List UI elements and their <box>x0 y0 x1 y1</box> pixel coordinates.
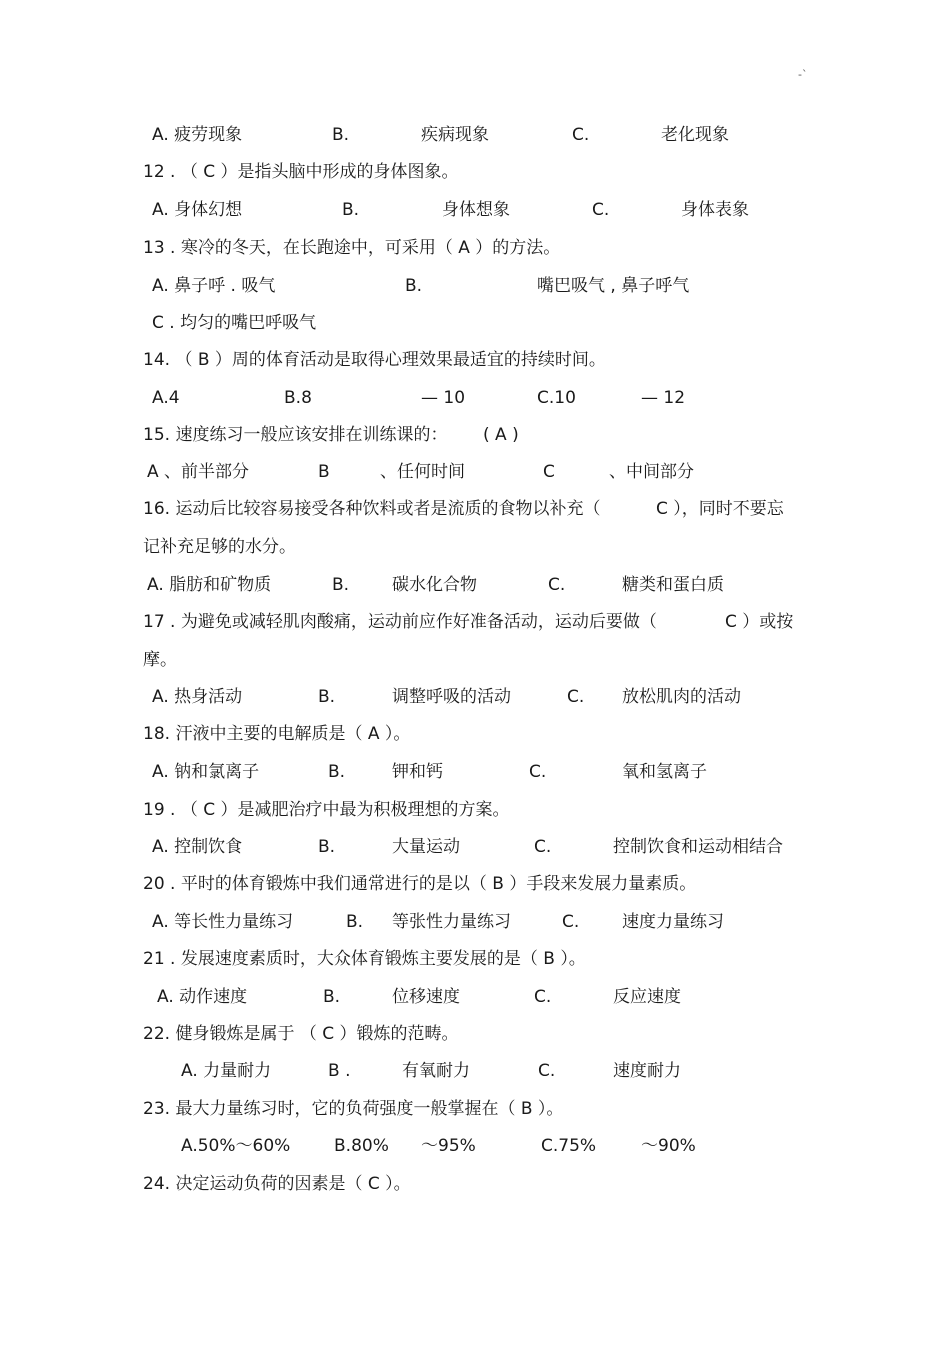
option-a: A.4 <box>152 388 180 408</box>
option-b-text: 位移速度 <box>392 987 460 1007</box>
option-a: A. 鼻子呼 . 吸气 <box>152 276 276 296</box>
option-c: C . 均匀的嘴巴呼吸气 <box>152 313 317 333</box>
option-c: C.75% <box>541 1136 597 1156</box>
option-a: A 、前半部分 <box>147 462 250 482</box>
option-b-text: 疾病现象 <box>421 125 489 145</box>
option-b-letter: B. <box>332 125 350 145</box>
question-text: 17 . 为避免或减轻肌肉酸痛，运动前应作好准备活动，运动后要做（ <box>143 612 657 632</box>
question-text: 15. 速度练习一般应该安排在训练课的： <box>143 425 448 445</box>
option-b-text: 嘴巴吸气 , 鼻子呼气 <box>537 276 690 296</box>
option-c-letter: C. <box>572 125 590 145</box>
option-c-range: — 12 <box>641 388 686 408</box>
option-c-text: 速度力量练习 <box>622 912 724 932</box>
option-b-letter: B. <box>332 575 350 595</box>
option-c-letter: C. <box>534 987 552 1007</box>
option-c-text: 、中间部分 <box>609 462 694 482</box>
option-c-text: 控制饮食和运动相结合 <box>613 837 783 857</box>
question-text-cont: C ），同时不要忘 <box>656 499 784 519</box>
option-b: B.8 <box>284 388 312 408</box>
question-text: 14. （ B ）周的体育活动是取得心理效果最适宜的持续时间。 <box>143 350 606 370</box>
option-c-text: 速度耐力 <box>613 1061 681 1081</box>
option-b-text: 调整呼吸的活动 <box>392 687 511 707</box>
question-text: 19 . （ C ）是减肥治疗中最为积极理想的方案。 <box>143 800 510 820</box>
option-c-letter: C. <box>592 200 610 220</box>
option-a: A. 控制饮食 <box>152 837 243 857</box>
option-b-letter: B <box>318 462 330 482</box>
option-c-letter: C. <box>562 912 580 932</box>
option-a: A. 等长性力量练习 <box>152 912 294 932</box>
option-c-letter: C. <box>567 687 585 707</box>
option-c-text: 糖类和蛋白质 <box>622 575 724 595</box>
option-c: C.10 <box>537 388 576 408</box>
option-b-letter: B . <box>328 1061 351 1081</box>
option-a: A. 身体幻想 <box>152 200 243 220</box>
option-b-range: — 10 <box>421 388 466 408</box>
option-c-text: 反应速度 <box>613 987 681 1007</box>
option-a: A. 动作速度 <box>157 987 248 1007</box>
option-b-text: 钾和钙 <box>392 762 443 782</box>
question-text: 18. 汗液中主要的电解质是（ A ）。 <box>143 724 411 744</box>
option-b: B.80% <box>334 1136 389 1156</box>
option-b-text: 碳水化合物 <box>392 575 477 595</box>
option-c-letter: C <box>543 462 555 482</box>
option-c-letter: C. <box>529 762 547 782</box>
question-text: 20 . 平时的体育锻炼中我们通常进行的是以（ B ）手段来发展力量素质。 <box>143 874 697 894</box>
option-c-text: 放松肌肉的活动 <box>622 687 741 707</box>
option-b-text: 等张性力量练习 <box>392 912 511 932</box>
question-text: 12 . （ C ）是指头脑中形成的身体图象。 <box>143 162 459 182</box>
option-b-letter: B. <box>405 276 423 296</box>
option-a: A. 热身活动 <box>152 687 243 707</box>
option-b-letter: B. <box>318 837 336 857</box>
option-b-letter: B. <box>318 687 336 707</box>
option-c-text: 老化现象 <box>661 125 729 145</box>
option-a: A.50%～60% <box>181 1136 291 1156</box>
question-text: 23. 最大力量练习时，它的负荷强度一般掌握在（ B ）。 <box>143 1099 564 1119</box>
option-b-text: 大量运动 <box>392 837 460 857</box>
question-text: 21 . 发展速度素质时，大众体育锻炼主要发展的是（ B ）。 <box>143 949 586 969</box>
question-text: 16. 运动后比较容易接受各种饮料或者是流质的食物以补充（ <box>143 499 601 519</box>
option-c-letter: C. <box>534 837 552 857</box>
question-text: 摩。 <box>143 650 177 670</box>
question-text: 记补充足够的水分。 <box>143 537 296 557</box>
option-c-range: ～90% <box>641 1136 696 1156</box>
option-a: A. 脂肪和矿物质 <box>147 575 272 595</box>
option-b-letter: B. <box>328 762 346 782</box>
question-text: 24. 决定运动负荷的因素是（ C ）。 <box>143 1174 411 1194</box>
corner-mark: -` <box>798 68 808 81</box>
option-b-text: 有氧耐力 <box>402 1061 470 1081</box>
option-c-letter: C. <box>548 575 566 595</box>
option-a: A. 疲劳现象 <box>152 125 243 145</box>
option-a: A. 力量耐力 <box>181 1061 272 1081</box>
answer-mark: ( A ) <box>483 425 519 445</box>
option-b-text: 身体想象 <box>442 200 510 220</box>
option-b-range: ～95% <box>421 1136 476 1156</box>
option-b-text: 、任何时间 <box>380 462 465 482</box>
option-c-text: 身体表象 <box>681 200 749 220</box>
question-text: 22. 健身锻炼是属于 （ C ）锻炼的范畴。 <box>143 1024 459 1044</box>
option-a: A. 钠和氯离子 <box>152 762 260 782</box>
option-b-letter: B. <box>346 912 364 932</box>
question-text-cont: C ）或按 <box>725 612 794 632</box>
option-b-letter: B. <box>323 987 341 1007</box>
option-c-text: 氧和氢离子 <box>622 762 707 782</box>
question-text: 13 . 寒冷的冬天，在长跑途中，可采用（ A ）的方法。 <box>143 238 561 258</box>
option-b-letter: B. <box>342 200 360 220</box>
option-c-letter: C. <box>538 1061 556 1081</box>
